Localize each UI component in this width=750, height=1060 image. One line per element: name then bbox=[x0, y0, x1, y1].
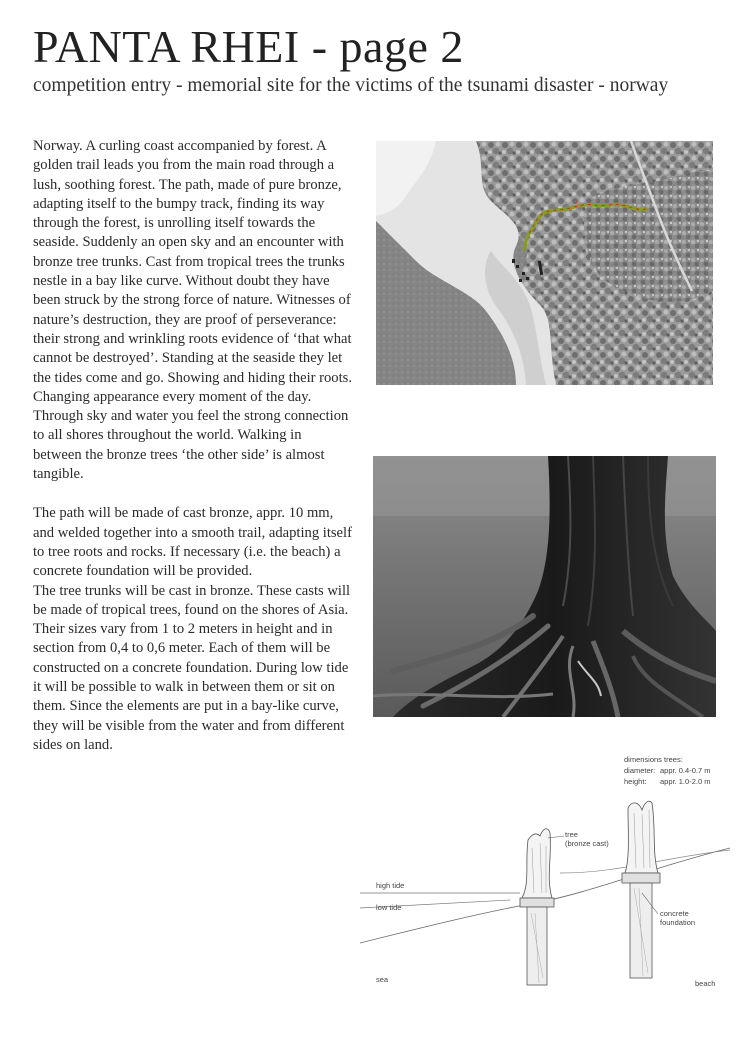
section-diagram bbox=[360, 748, 730, 996]
body-text bbox=[33, 137, 353, 755]
dimensions-title: dimensions trees: bbox=[624, 755, 683, 764]
height-value: appr. 1.0-2.0 m bbox=[660, 777, 711, 786]
concrete-label-sub: foundation bbox=[660, 918, 696, 927]
tree-label: tree bbox=[565, 830, 578, 839]
aerial-site-photo bbox=[376, 141, 713, 385]
paragraph-intro: Norway. A curling coast accompanied by forest. A golden trail leads you from the main road through a lush, soothing forest. The path, made of pure bronze, adapting itself to the bumpy track, finding its way through the forest, is unrolling itself towards the seaside. Suddenly an open sky and an encounter with bronze tree trunks. Cast from tropical trees the trunks nestle in a bay like curve. Without doubt they have been struck by the strong force of nature. Witnesses of nature’s destruction, they are proof of perseverance: their strong and wrinkling roots evidence of ‘that what cannot be destroyed’. Standing at the seaside they let the tides come and go. Showing and hiding their roots. Changing appearance every moment of the day. Through sky and water you feel the strong connection to all shores throughout the world. Walking in between the bronze trees ‘the other side’ is almost tangible. bbox=[33, 138, 352, 483]
tree-roots-photo bbox=[373, 456, 716, 717]
paragraph-trunks: The tree trunks will be cast in bronze. These casts will be made of tropical trees, found on the shores of Asia. Their sizes vary from 1 to 2 meters in height and in section from 0,4 to 0,6 meter. Each of them will be constructed on a concrete foundation. During low tide it will be possible to walk in between them or sit on them. Since the elements are put in a bay-like curve, they will be visible from the water and from different sides on land. bbox=[33, 582, 351, 753]
page-subtitle: competition entry - memorial site for the victims of the tsunami disaster - norway bbox=[33, 75, 669, 96]
right-tree-sketch bbox=[625, 801, 658, 873]
high-tide-label: high tide bbox=[376, 881, 405, 890]
diameter-label: diameter: bbox=[624, 766, 656, 775]
concrete-label: concrete bbox=[660, 909, 689, 918]
diameter-value: appr. 0.4-0.7 m bbox=[660, 766, 711, 775]
low-tide-label: low tide bbox=[376, 903, 402, 912]
page-title: PANTA RHEI - page 2 bbox=[33, 21, 464, 72]
beach-label: beach bbox=[695, 979, 716, 988]
left-tree-sketch bbox=[522, 829, 552, 898]
sea-label: sea bbox=[376, 975, 389, 984]
height-label: height: bbox=[624, 777, 647, 786]
tree-label-sub: (bronze cast) bbox=[565, 839, 609, 848]
paragraph-path: The path will be made of cast bronze, appr. 10 mm, and welded together into a smooth trail, adapting itself to tree roots and rocks. If necessary (i.e. the beach) a concrete foundation will be provided. bbox=[33, 505, 352, 580]
